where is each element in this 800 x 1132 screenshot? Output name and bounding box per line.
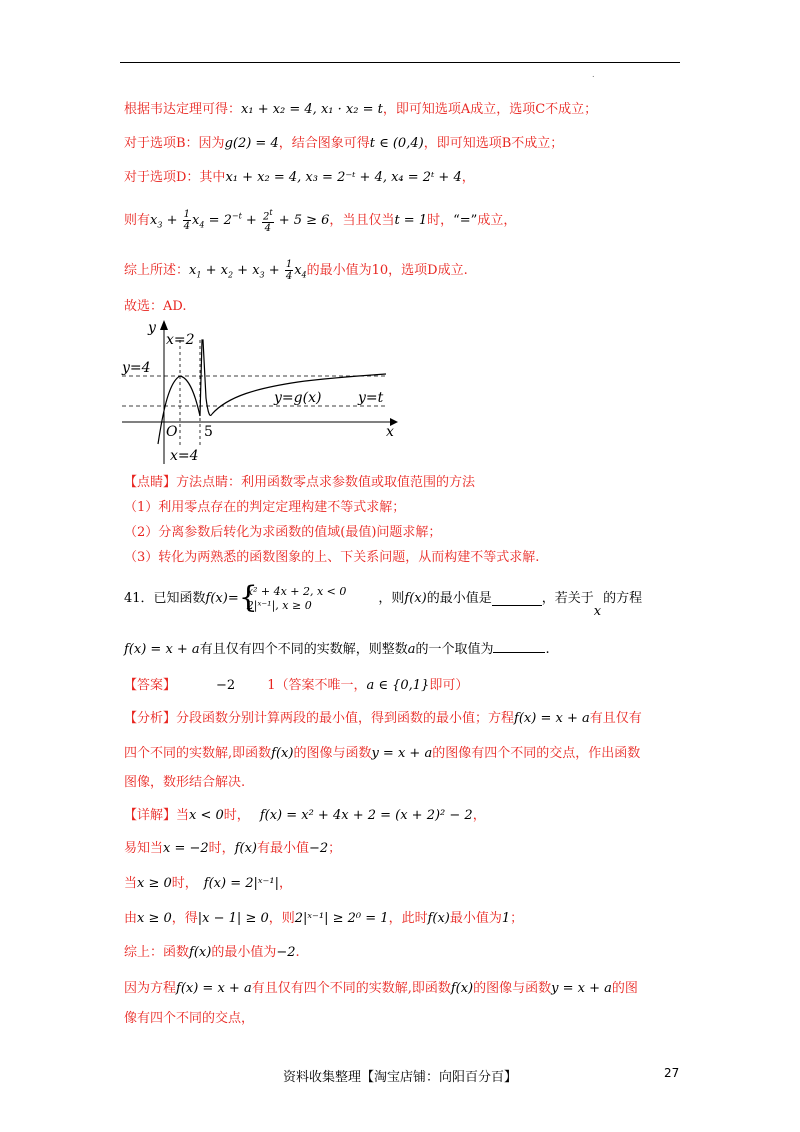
text: 当 (124, 876, 138, 891)
math-sum: $x_1 + x_2 + x_3$ + $\frac{1}{4}$ $x_4$ (189, 259, 307, 282)
label-y4: y=4 (122, 360, 151, 376)
page-footer: 资料收集整理【淘宝店铺：向阳百分百】 (282, 1070, 517, 1085)
text: 时， (223, 808, 250, 823)
label-x: x (386, 424, 394, 440)
text: 有且仅有四个不同的实数解,即函数 (251, 981, 451, 996)
page-number: 27 (664, 1066, 680, 1080)
math-t-range: t ∈ (0,4) (369, 136, 424, 151)
answer-line (124, 677, 468, 695)
text: 的一个取值为 (415, 642, 494, 657)
math-g2: g(2) = 4 (224, 136, 279, 151)
text: （3）转化为两熟悉的函数图象的上、下关系问题，从而构建不等式求解. (124, 550, 540, 565)
text: （2）分离参数后转化为求函数的值域(最值)问题求解； (124, 525, 442, 540)
text: ，此时 (388, 911, 428, 926)
text: 的图像有四个不同的交点，作出函数 (432, 746, 641, 761)
line-summary (124, 259, 468, 285)
text: 时， (208, 841, 235, 856)
text: 对于选项B：因为 (124, 136, 225, 151)
detail-line-4 (124, 910, 523, 928)
label-x4: x=4 (170, 448, 199, 464)
text: . (295, 945, 300, 960)
text: ，则 (268, 911, 295, 926)
text: ， (472, 808, 486, 823)
text: 时， (427, 213, 454, 229)
case-2: 2|ˣ⁻¹|, x ≥ 0 (246, 599, 312, 612)
math-exp-ge-1: 2|ˣ⁻¹| ≥ 2⁰ = 1 (294, 911, 389, 926)
text: 成立， (477, 213, 517, 229)
curve-spike (200, 340, 212, 416)
detail-line-5 (124, 944, 300, 962)
math-equation: f(x) = x + a (514, 711, 590, 726)
y-axis-arrow (160, 320, 168, 330)
label-yt: y=t (358, 390, 384, 406)
text: ，即可知选项A成立，选项C不成立； (382, 102, 598, 117)
tip-item-2 (124, 524, 441, 542)
text: 综上：函数 (124, 945, 190, 960)
answer-2: 1（答案不唯一， (267, 678, 367, 693)
label-gx: y=g(x) (274, 390, 322, 406)
text: 的最小值是 (426, 591, 492, 606)
tip-item-1 (124, 499, 405, 517)
math-fx: f(x) (271, 746, 294, 761)
question-41-line2: f(x) = x + a有且仅有四个不同的实数解，则整数a的一个取值为 . (124, 642, 550, 657)
text: ； (510, 911, 524, 926)
text: ，得 (171, 911, 198, 926)
question-41: 41．已知函数f(x)= { x² + 4x + 2, x < 0 2|ˣ⁻¹|, x ≥ 0 ，则f(x)的最小值是 ，若关于x的方程 (124, 580, 643, 619)
text: 因为方程 (124, 981, 177, 996)
label-x2: x=2 (166, 332, 195, 348)
text: 即可） (429, 678, 469, 693)
math-fx: f(x) (404, 591, 427, 606)
math-a-set: a ∈ {0,1} (366, 678, 430, 693)
text: 对于选项D：其中 (124, 170, 226, 185)
text: 的最小值为 (211, 945, 277, 960)
detail-tag: 【详解】 (124, 808, 177, 823)
detail-line-1 (124, 807, 486, 825)
detail-line-3 (124, 875, 292, 893)
math-fx: f(x) (427, 911, 450, 926)
math-x-lt-0: x < 0 (189, 808, 224, 823)
answer-tag: 【答案】 (124, 678, 177, 693)
math-abs-ge-0: |x − 1| ≥ 0 (197, 911, 269, 926)
text: 有且仅有四个不同的实数解，则整数 (199, 642, 408, 657)
line-option-d (124, 169, 475, 187)
text: ， (278, 876, 292, 891)
text: ，即可知选项B不成立； (423, 136, 564, 151)
text: 最小值为 (449, 911, 502, 926)
analysis-line-2 (124, 745, 640, 763)
text: 分段函数分别计算两段的最小值，得到函数的最小值；方程 (176, 711, 515, 726)
text: 故选：AD. (124, 299, 187, 314)
line-inequality: 则有$x_3$ + $\frac{1}{4}$ $x_4 = 2^{-t}$ + $\frac{2^t}{4}$ + 5 ≥ 6，当且仅当t = 1时，“=”成立， (124, 208, 517, 235)
math-fx: f(x) (205, 591, 228, 606)
text: 综上所述： (124, 263, 190, 278)
analysis-tag: 【分析】 (124, 711, 177, 726)
text: 的图像与函数 (293, 746, 372, 761)
tip-heading (124, 474, 475, 492)
math-fx: f(x) (234, 841, 257, 856)
math-t1: t = 1 (394, 213, 428, 229)
function-graph (118, 318, 400, 466)
analysis-line-3 (124, 774, 245, 792)
math-x: x (593, 603, 602, 619)
math-x3-x4: x₁ + x₂ = 4, x₃ = 2⁻ᵗ + 4, x₄ = 2ᵗ + 4 (225, 170, 462, 185)
text: ，结合图象可得 (278, 136, 370, 151)
text: 的方程 (603, 591, 643, 606)
header-rule (120, 62, 680, 63)
math-vieta: x₁ + x₂ = 4, x₁ · x₂ = t (241, 102, 383, 117)
tip-item-3 (124, 549, 539, 567)
math-ineq: $x_3$ + $\frac{1}{4}$ $x_4 = 2^{-t}$ + $\frac{2^t}{4}$ + 5 ≥ 6 (150, 208, 330, 235)
case-1: x² + 4x + 2, x < 0 (246, 585, 347, 598)
math-line: y = x + a (551, 981, 612, 996)
analysis-line-1 (124, 710, 642, 728)
math-equation: f(x) = x + a (124, 642, 200, 657)
text: ，则 (378, 591, 405, 606)
line-answer-choice (124, 298, 186, 316)
math-x-neg2: x = −2 (163, 841, 209, 856)
math-min-neg2: −2 (276, 945, 296, 960)
detail-line-2 (124, 840, 341, 858)
text: 的图 (611, 981, 638, 996)
line-option-b (124, 135, 563, 153)
math-completed-square: f(x) = x² + 4x + 2 = (x + 2)² − 2 (259, 808, 473, 823)
text: 由 (124, 911, 138, 926)
text: 当且仅当 (342, 213, 395, 229)
text: 则有 (124, 213, 151, 229)
math-line: y = x + a (371, 746, 433, 761)
question-number: 41．已知函数 (124, 591, 206, 606)
text: 有且仅有 (589, 711, 642, 726)
math-x-ge-0: x ≥ 0 (137, 911, 172, 926)
text: 当 (176, 808, 190, 823)
text: 的最小值为10，选项D成立. (306, 263, 468, 278)
math-fx: f(x) (189, 945, 212, 960)
text: 像有四个不同的交点， (124, 1011, 255, 1026)
text: ，若关于 (541, 591, 594, 606)
tip-tag: 【点睛】 (124, 475, 177, 490)
text: ； (328, 841, 342, 856)
label-origin: O (166, 424, 178, 440)
header-dot: . (592, 70, 595, 79)
text: （1）利用零点存在的判定定理构建不等式求解； (124, 500, 406, 515)
math-exp-abs: f(x) = 2|ˣ⁻¹| (203, 876, 279, 891)
text: ， (461, 170, 475, 185)
equal-quote: “=” (453, 213, 478, 229)
text: 方法点睛：利用函数零点求参数值或取值范围的方法 (176, 475, 476, 490)
answer-blank-2 (493, 640, 545, 653)
math-min-neg2: −2 (309, 841, 329, 856)
text: 根据韦达定理可得： (124, 102, 242, 117)
answer-blank-1 (492, 593, 542, 606)
math-min-1: 1 (501, 911, 511, 926)
answer-1: −2 (216, 678, 236, 693)
piecewise-definition: { x² + 4x + 2, x < 0 2|ˣ⁻¹|, x ≥ 0 (238, 580, 347, 615)
detail-line-7 (124, 1010, 254, 1028)
text: 图像，数形结合解决. (124, 775, 246, 790)
line-vieta (124, 101, 597, 119)
math-a: a (407, 642, 416, 657)
math-fx: f(x) (450, 981, 474, 996)
text: 有最小值 (256, 841, 309, 856)
math-equation: f(x) = x + a (176, 981, 252, 996)
text: 易知当 (124, 841, 164, 856)
label-5: 5 (204, 424, 213, 440)
math-x-ge-0: x ≥ 0 (137, 876, 172, 891)
label-y: y (148, 320, 156, 336)
text: 时， (171, 876, 198, 891)
text: 四个不同的实数解,即函数 (124, 746, 272, 761)
text: 的图像与函数 (473, 981, 552, 996)
detail-line-6 (124, 980, 638, 998)
